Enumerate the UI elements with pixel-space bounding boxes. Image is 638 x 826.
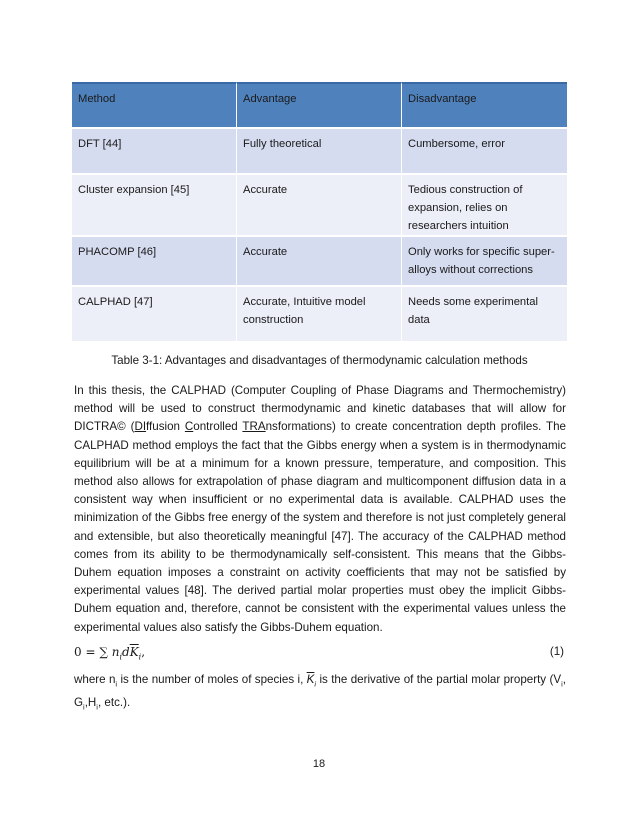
- header-method: Method: [72, 82, 237, 129]
- dictra-letters-di: DI: [134, 420, 147, 434]
- cell-advantage: Accurate: [237, 175, 402, 237]
- paragraph-part-1: In this thesis, the CALPHAD (Computer Coupling of Phase Diagrams and Thermochemistry) method will be used to construct thermodynamic and kinetic databases that will allow for DICTRA© (: [74, 384, 566, 434]
- cell-disadvantage: Needs some experimental data: [402, 287, 567, 343]
- where-k-bar: $\overline{K}$: [306, 673, 315, 686]
- dictra-letters-c: C: [184, 420, 194, 434]
- methods-table: [72, 82, 567, 343]
- where-v-sub: i: [561, 679, 563, 689]
- equation-n: n: [111, 645, 120, 659]
- where-g-sub: i: [83, 702, 85, 712]
- cell-method: PHACOMP [46]: [72, 237, 237, 287]
- table-caption: Table 3-1: Advantages and disadvantages of thermodynamic calculation methods: [111, 354, 528, 367]
- header-disadvantage: Disadvantage: [402, 82, 567, 129]
- table-header-row: [72, 82, 567, 129]
- equation-lhs: 0 = ∑: [74, 645, 108, 659]
- table-row: [72, 129, 567, 175]
- table-row: [72, 287, 567, 343]
- equation-d: d: [122, 645, 130, 659]
- where-text-e: ,H: [84, 696, 97, 710]
- where-h-sub: i: [96, 702, 98, 712]
- cell-disadvantage: Only works for specific super-alloys without corrections: [402, 237, 567, 287]
- paragraph-part-2: ) to create concentration depth profiles. The CALPHAD method employs the fact that the Gibbs energy when a system is in thermodynamic equilibrium will be at a minimum for a known pressure, temperature, and composition. This method also allows for extrapolation of phase diagram and multicomponent diffusion data in a consistent way when insufficient or no experimental data is available. CALPHAD uses the minimization of the Gibbs free energy of the system and therefore is not just completely general and extensible, but also theoretically meaningful [47]. The accuracy of the CALPHAD method comes from its ability to be thermodynamically self-consistent. This means that the Gibbs-Duhem equation imposes a constraint on activity coefficients that may not be satisfied by experimental values [48]. The derived partial molar properties must obey the implicit Gibbs-Duhem equation and, therefore, cannot be consistent with the experimental values unless the experimental values also satisfy the Gibbs-Duhem equation.: [74, 420, 567, 634]
- page-number: 18: [312, 758, 326, 770]
- equation-number: (1): [549, 645, 564, 658]
- equation-expression: [74, 645, 145, 661]
- equation-gibbs-duhem: [74, 645, 566, 663]
- cell-method: CALPHAD [47]: [72, 287, 237, 343]
- dictra-rest-controlled: ontrolled: [193, 420, 243, 434]
- where-text-c: is the derivative of the partial molar property (V: [316, 673, 562, 686]
- equation-k-bar: $\overline{K}$: [129, 645, 139, 659]
- dictra-rest-transformations: nsformations: [265, 420, 332, 434]
- equation-n-sub: i: [119, 652, 123, 662]
- equation-tail: ,: [141, 645, 146, 659]
- cell-method: Cluster expansion [45]: [72, 175, 237, 237]
- cell-advantage: Accurate: [237, 237, 402, 287]
- cell-advantage: Fully theoretical: [237, 129, 402, 175]
- where-paragraph: [74, 670, 566, 717]
- header-advantage: Advantage: [237, 82, 402, 129]
- cell-method: DFT [44]: [72, 129, 237, 175]
- where-text-b: is the number of moles of species i,: [117, 673, 307, 686]
- where-sub-i: i: [115, 679, 118, 689]
- table-row: [72, 237, 567, 287]
- where-k-sub: i: [314, 679, 317, 689]
- where-text-f: , etc.).: [97, 696, 131, 710]
- where-text-a: where n: [74, 673, 116, 686]
- dictra-rest-diffusion: ffusion: [146, 420, 185, 434]
- body-paragraph: [74, 382, 566, 637]
- cell-advantage: Accurate, Intuitive model construction: [237, 287, 402, 343]
- dictra-letters-tra: TRA: [242, 420, 266, 434]
- cell-disadvantage: Tedious construction of expansion, relies on researchers intuition: [402, 175, 567, 237]
- table-row: [72, 175, 567, 237]
- cell-disadvantage: Cumbersome, error: [402, 129, 567, 175]
- where-text-d: , G: [74, 673, 566, 710]
- equation-k-sub: i: [138, 652, 142, 662]
